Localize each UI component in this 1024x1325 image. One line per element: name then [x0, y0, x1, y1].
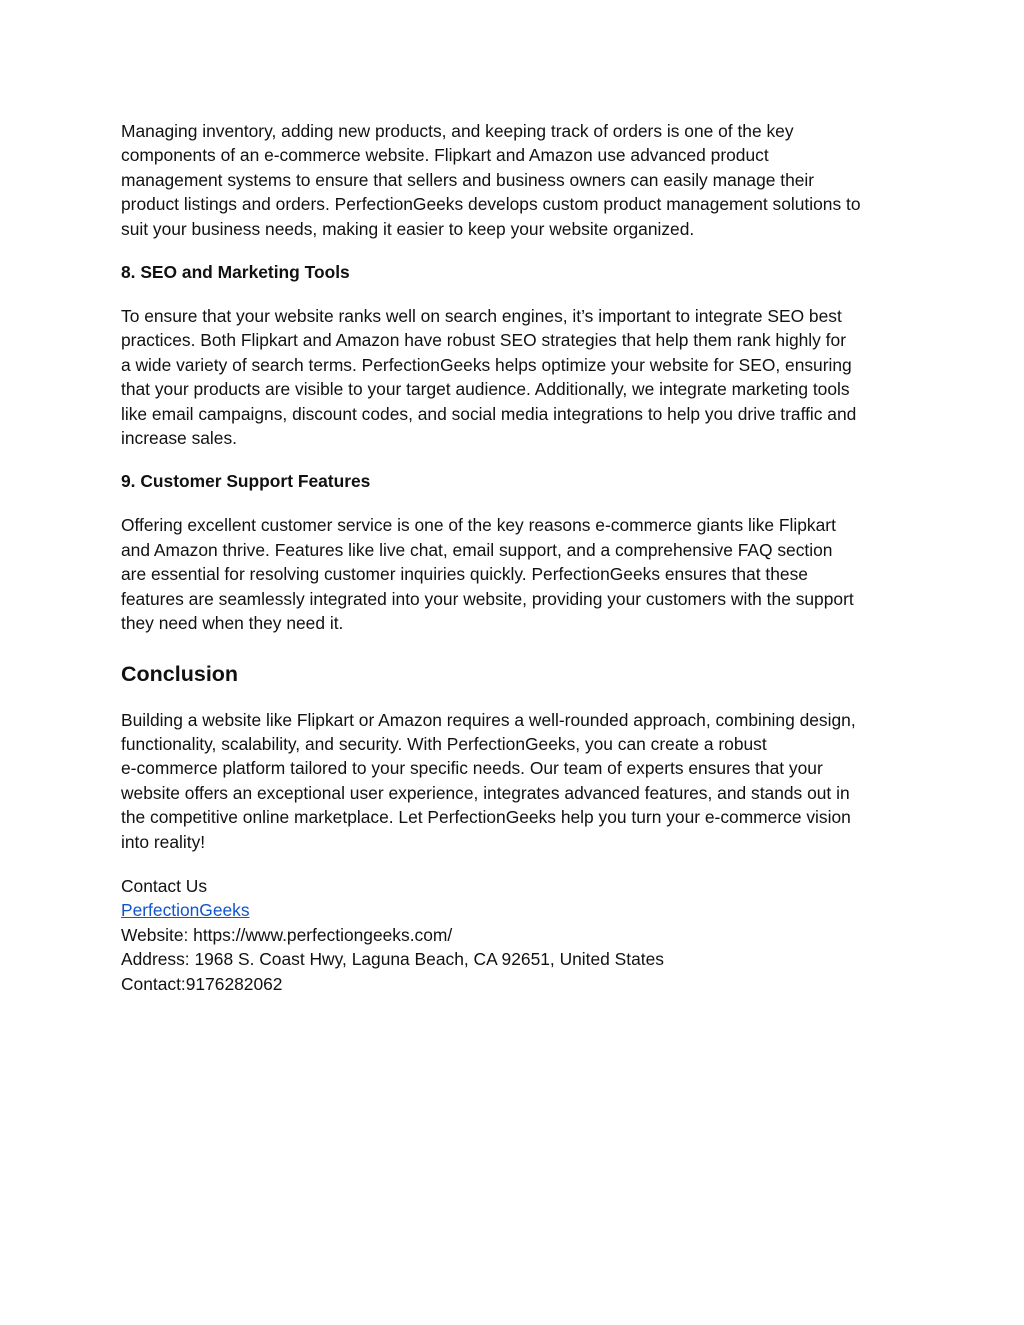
paragraph-line: e-commerce platform tailored to your specific needs. Our team of experts ensures that your: [121, 758, 823, 779]
paragraph-line: into reality!: [121, 831, 206, 852]
perfectiongeeks-link[interactable]: PerfectionGeeks: [121, 900, 250, 921]
paragraph-line: components of an e-commerce website. Flipkart and Amazon use advanced product: [121, 145, 769, 166]
conclusion-heading: Conclusion: [121, 661, 239, 686]
contact-phone: Contact:9176282062: [121, 973, 283, 994]
paragraph-line: features are seamlessly integrated into your website, providing your customers with the support: [121, 588, 854, 609]
paragraph-line: website offers an exceptional user experience, integrates advanced features, and stands out in: [121, 782, 850, 803]
paragraph-line: product listings and orders. PerfectionGeeks develops custom product management solutions to: [121, 194, 861, 215]
paragraph-line: To ensure that your website ranks well on search engines, it’s important to integrate SEO best: [121, 306, 842, 327]
document-page: [121, 119, 911, 996]
paragraph-line: are essential for resolving customer inquiries quickly. PerfectionGeeks ensures that these: [121, 564, 808, 585]
contact-website: Website: https://www.perfectiongeeks.com/: [121, 924, 453, 945]
contact-title: Contact Us: [121, 875, 208, 896]
intro-paragraph: [121, 119, 911, 241]
paragraph-line: and Amazon thrive. Features like live chat, email support, and a comprehensive FAQ section: [121, 539, 833, 560]
paragraph-line: a wide variety of search terms. PerfectionGeeks helps optimize your website for SEO, ensuring: [121, 354, 852, 375]
paragraph-line: Managing inventory, adding new products, and keeping track of orders is one of the key: [121, 121, 794, 141]
paragraph-line: management systems to ensure that sellers and business owners can easily manage their: [121, 169, 815, 190]
contact-line: [121, 898, 911, 922]
seo-paragraph: [121, 304, 911, 450]
paragraph-line: they need when they need it.: [121, 613, 344, 634]
paragraph-line: increase sales.: [121, 428, 237, 449]
paragraph-line: suit your business needs, making it easier to keep your website organized.: [121, 218, 695, 239]
paragraph-line: Offering excellent customer service is one of the key reasons e-commerce giants like Flipkart: [121, 515, 836, 536]
support-paragraph: [121, 513, 911, 635]
paragraph-line: that your products are visible to your target audience. Additionally, we integrate marketing tools: [121, 379, 850, 400]
contact-block: [121, 874, 911, 996]
paragraph-line: Building a website like Flipkart or Amazon requires a well-rounded approach, combining design,: [121, 709, 856, 730]
paragraph-line: the competitive online marketplace. Let PerfectionGeeks help you turn your e-commerce vision: [121, 807, 851, 828]
paragraph-line: functionality, scalability, and security. With PerfectionGeeks, you can create a robust: [121, 733, 767, 754]
seo-section-heading: 8. SEO and Marketing Tools: [121, 262, 350, 283]
paragraph-line: practices. Both Flipkart and Amazon have robust SEO strategies that help them rank highly for: [121, 330, 846, 351]
conclusion-paragraph: [121, 708, 911, 854]
support-section-heading: 9. Customer Support Features: [121, 471, 371, 492]
paragraph-line: like email campaigns, discount codes, and social media integrations to help you drive traffic and: [121, 403, 857, 424]
contact-address: Address: 1968 S. Coast Hwy, Laguna Beach, CA 92651, United States: [121, 949, 664, 970]
